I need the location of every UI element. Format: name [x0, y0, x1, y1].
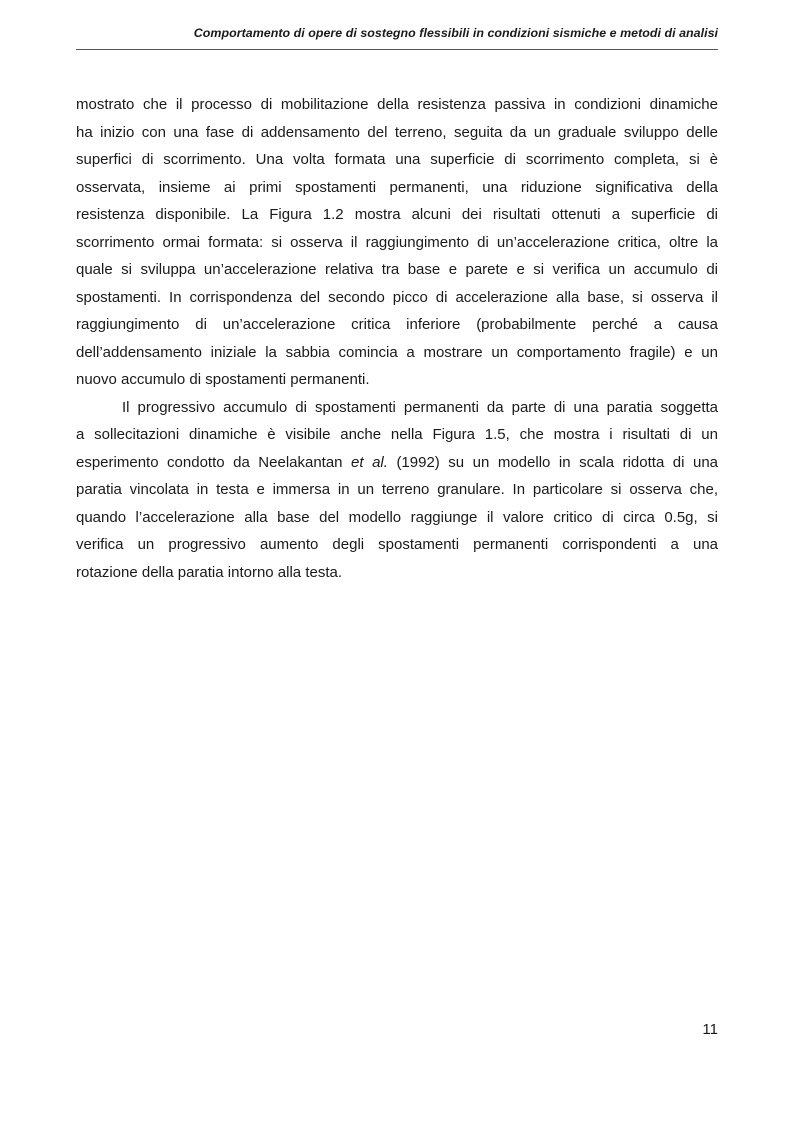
citation-et-al: et al. [351, 453, 388, 471]
text-line: verifica un progressivo aumento degli spostamenti permanenti corrispondenti a una [76, 536, 718, 553]
page-number: 11 [702, 1021, 718, 1038]
paragraph-2 [76, 394, 718, 587]
text-line: mostrato che il processo di mobilitazione della resistenza passiva in condizioni dinamiche [76, 96, 718, 113]
text-line: resistenza disponibile. La Figura 1.2 mostra alcuni dei risultati ottenuti a superficie di [76, 206, 718, 223]
text-line: quale si sviluppa un’accelerazione relativa tra base e parete e si verifica un accumulo di [76, 261, 718, 278]
text-line: nuovo accumulo di spostamenti permanenti. [76, 371, 370, 388]
text-line: osservata, insieme ai primi spostamenti permanenti, una riduzione significativa della [76, 178, 718, 196]
text-line: spostamenti. In corrispondenza del secondo picco di accelerazione alla base, si osserva il [76, 288, 718, 306]
text-line: rotazione della paratia intorno alla testa. [76, 563, 343, 581]
header-rule [76, 49, 718, 50]
text-line: a sollecitazioni dinamiche è visibile anche nella Figura 1.5, che mostra i risultati di un [76, 426, 718, 443]
text-line-with-citation [76, 449, 718, 477]
text-line: paratia vincolata in testa e immersa in un terreno granulare. In particolare si osserva che, [76, 481, 718, 498]
text-line: raggiungimento di un’accelerazione critica inferiore (probabilmente perché a causa [76, 316, 718, 333]
body-text [76, 91, 718, 586]
text-line: ha inizio con una fase di addensamento del terreno, seguita da un graduale sviluppo delle [76, 123, 718, 141]
citation-rest: (1992) su un modello in scala ridotta di una [396, 453, 718, 471]
text-line: dell’addensamento iniziale la sabbia comincia a mostrare un comportamento fragile) e un [76, 343, 718, 361]
running-header: Comportamento di opere di sostegno flessibili in condizioni sismiche e metodi di analisi [193, 26, 718, 40]
paragraph-1 [76, 91, 718, 394]
text-line: scorrimento ormai formata: si osserva il raggiungimento di un’accelerazione critica, oltre la [76, 233, 718, 251]
text-line: Il progressivo accumulo di spostamenti permanenti da parte di una paratia soggetta [122, 398, 718, 416]
text-line: quando l’accelerazione alla base del modello raggiunge il valore critico di circa 0.5g, si [76, 508, 718, 526]
text-line: superfici di scorrimento. Una volta formata una superficie di scorrimento completa, si è [76, 151, 718, 168]
citation-author: esperimento condotto da Neelakantan [76, 453, 352, 471]
